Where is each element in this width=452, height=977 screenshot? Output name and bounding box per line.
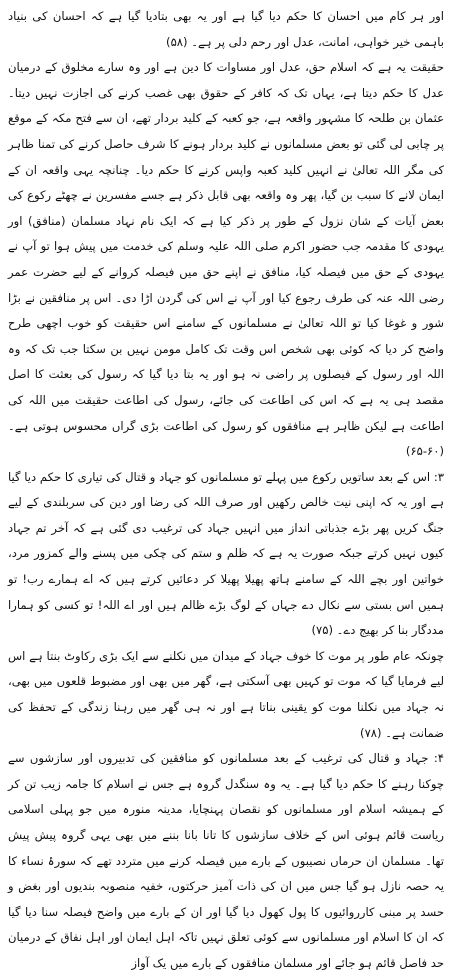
- paragraph-ihsan-conclusion: اور ہر کام میں احسان کا حکم دیا گیا ہے اور یہ بھی بتادیا گیا ہے کہ احسان کی بنیاد باہمی خیر خواہی، امانت، عدل اور رحم دلی پر ہے۔ (۵۸): [8, 9, 444, 49]
- paragraph-hypocrites-warning: ۴: جہاد و قتال کی ترغیب کے بعد مسلمانوں کو منافقین کی تدبیروں اور سازشوں سے چوکنا رہنے کا حکم دیا گیا ہے۔ یہ وہ سنگدل گروہ ہے جس نے اسلام کا جامہ زیب تن کر کے ہمیشہ اسلام اور مسلمانوں کو نقصان پہنچایا، مدینہ منورہ میں جو پہلی اسلامی ریاست قائم ہوئی اس کے خلاف سازشوں کا تانا بانا بننے میں بھی یہی گروہ پیش پیش تھا۔ مسلمان ان حرماں نصیبوں کے بارے میں فیصلہ کرنے میں متردد تھے کہ سورۂ نساء کا یہ حصہ نازل ہو گیا جس میں ان کی ذات آمیز حرکتوں، خفیہ منصوبہ بندیوں اور بغض و حسد پر مبنی کارروائیوں کا پول کھول دیا گیا اور ان کے بارے میں واضح فیصلہ سنا دیا گیا کہ ان کا اسلام اور مسلمانوں سے کوئی تعلق نہیں تاکہ اہل ایمان اور اہل نفاق کے درمیان حد فاصل قائم ہو جائے اور مسلمان منافقوں کے بارے میں یک آواز: [8, 751, 444, 970]
- paragraph-justice-and-obedience: حقیقت یہ ہے کہ اسلام حق، عدل اور مساوات کا دین ہے اور وہ سارے مخلوق کے درمیان عدل کا حکم دیتا ہے، یہاں تک کہ کافر کے حقوق بھی غصب کرنے کی اجازت نہیں دیتا۔ عثمان بن طلحہ کا مشہور واقعہ ہے، جو کعبہ کے کلید بردار تھے، ان سے فتح مکہ کے موقع پر چابی لی گئی تو بعض مسلمانوں نے کلید بردار ہونے کا شرف حاصل کرنے کی تمنا ظاہر کی مگر اللہ تعالیٰ نے انہیں کلید کعبہ واپس کرنے کا حکم دیا۔ چنانچہ یہی واقعہ ان کے ایمان لانے کا سبب بن گیا، پھر وہ واقعہ بھی قابل ذکر ہے جسے مفسرین نے چھٹے رکوع کی بعض آیات کے شان نزول کے طور پر ذکر کیا ہے کہ ایک نام نہاد مسلمان (منافق) اور یہودی کا مقدمہ جب حضور اکرم صلی اللہ علیہ وسلم کی خدمت میں پیش ہوا تو آپ نے یہودی کے حق میں فیصلہ کیا، منافق نے اپنے حق میں فیصلہ کروانے کے لیے حضرت عمر رضی اللہ عنہ کی طرف رجوع کیا اور آپ نے اس کی گردن اڑا دی۔ اس پر منافقین نے بڑا شور و غوغا کیا تو اللہ تعالیٰ نے مسلمانوں کے سامنے اس حقیقت کو خوب اچھی طرح واضح کر دیا کہ کوئی بھی شخص اس وقت تک کامل مومن نہیں بن سکتا جب تک کہ وہ اللہ اور رسول کے فیصلوں پر راضی نہ ہو اور یہ بتا دیا گیا کہ رسول کی بعثت کا اصل مقصد ہی یہ ہے کہ اس کی اطاعت کی جائے، رسول کی اطاعت حقیقت میں اللہ کی اطاعت ہے لیکن ظاہر ہے منافقوں کو رسول کی اطاعت بڑی گراں محسوس ہوتی ہے۔ (۶۰-۶۵): [8, 60, 444, 459]
- paragraph-fear-of-death: چونکہ عام طور پر موت کا خوف جہاد کے میدان میں نکلنے سے ایک بڑی رکاوٹ بنتا ہے اس لیے فرمایا گیا کہ موت تو کہیں بھی آسکتی ہے، گھر میں بھی اور مضبوط قلعوں میں بھی، نہ جہاد میں نکلنا موت کو یقینی بناتا ہے اور نہ ہی گھر میں رہنا زندگی کے تحفظ کی ضمانت ہے۔ (۷۸): [8, 648, 444, 740]
- paragraph-jihad-preparation: ۳: اس کے بعد ساتویں رکوع میں پہلے تو مسلمانوں کو جہاد و قتال کی تیاری کا حکم دیا گیا ہے اور یہ کہ اپنی نیت خالص رکھیں اور صرف اللہ کی رضا اور دین کی سربلندی کے لیے جنگ کریں پھر بڑے جذباتی انداز میں انہیں جہاد کی ترغیب دی گئی ہے کہ آخر تم جہاد کیوں نہیں کرتے جبکہ صورت یہ ہے کہ ظلم و ستم کی چکی میں پسنے والے کمزور مرد، خواتین اور بچے اللہ کے سامنے ہاتھ پھیلا پھیلا کر دعائیں کرتے ہیں کہ اے ہمارے رب! تو ہمیں اس بستی سے نکال دے جہاں کے لوگ بڑے ظالم ہیں اور اے اللہ! تو کسی کو ہمارا مددگار بنا کر بھیج دے۔ (۷۵): [8, 469, 444, 638]
